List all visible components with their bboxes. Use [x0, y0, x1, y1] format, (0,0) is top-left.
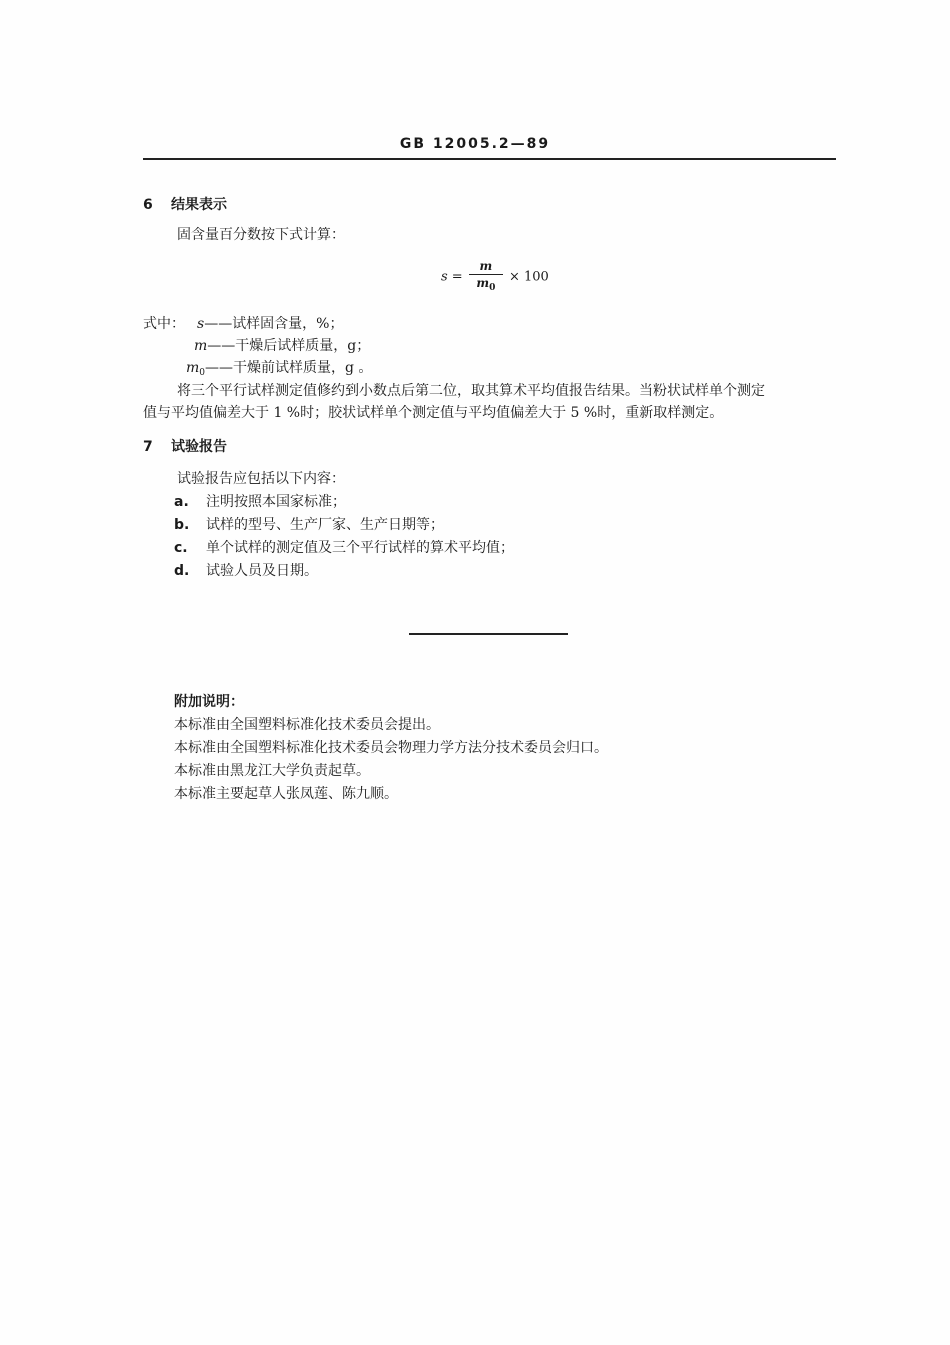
section-6-heading [143, 194, 227, 214]
formula-rhs: × 100 [508, 269, 549, 285]
note-line: 本标准由黑龙江大学负责起草。 [174, 763, 370, 779]
end-rule [409, 633, 568, 635]
section-6-title: 结果表示 [171, 197, 227, 213]
result-paragraph-line-1: 将三个平行试样测定值修约到小数点后第二位，取其算术平均值报告结果。当粉状试样单个测定 [177, 383, 765, 399]
formula-fraction [469, 258, 503, 296]
section-7-title: 试验报告 [171, 439, 227, 455]
section-6-intro: 固含量百分数按下式计算： [177, 227, 345, 243]
formula-lhs: s = [441, 269, 463, 285]
note-line: 本标准主要起草人张凤莲、陈九顺。 [174, 786, 398, 802]
section-7-intro: 试验报告应包括以下内容： [177, 471, 345, 487]
formula-numerator: m [479, 259, 493, 273]
section-7-number: 7 [143, 439, 153, 455]
section-6-number: 6 [143, 197, 153, 213]
note-line: 本标准由全国塑料标准化技术委员会提出。 [174, 717, 440, 733]
list-item: b. 试样的型号、生产厂家、生产日期等； [174, 517, 444, 533]
solid-content-formula [441, 258, 549, 296]
var-m-def: m——干燥后试样质量，g； [194, 338, 371, 354]
formula-denominator: $m_0$ [476, 276, 496, 293]
list-item: a. 注明按照本国家标准； [174, 494, 346, 510]
list-item: c. 单个试样的测定值及三个平行试样的算术平均值； [174, 540, 514, 556]
result-paragraph-line-2: 值与平均值偏差大于 1 %时；胶状试样单个测定值与平均值偏差大于 5 %时，重新取样测定。 [143, 405, 724, 421]
standard-code-header: GB 12005.2—89 [399, 136, 551, 152]
var-m0-def: $m_0——$干燥前试样质量，g 。 [186, 360, 373, 378]
note-line: 本标准由全国塑料标准化技术委员会物理力学方法分技术委员会归口。 [174, 740, 608, 756]
header-rule [143, 158, 836, 160]
notes-title: 附加说明： [174, 694, 244, 710]
where-label: 式中： [143, 316, 185, 332]
section-7-heading [143, 436, 227, 456]
list-item: d. 试验人员及日期。 [174, 563, 318, 579]
var-s-def: s——试样固含量，%； [197, 316, 344, 332]
